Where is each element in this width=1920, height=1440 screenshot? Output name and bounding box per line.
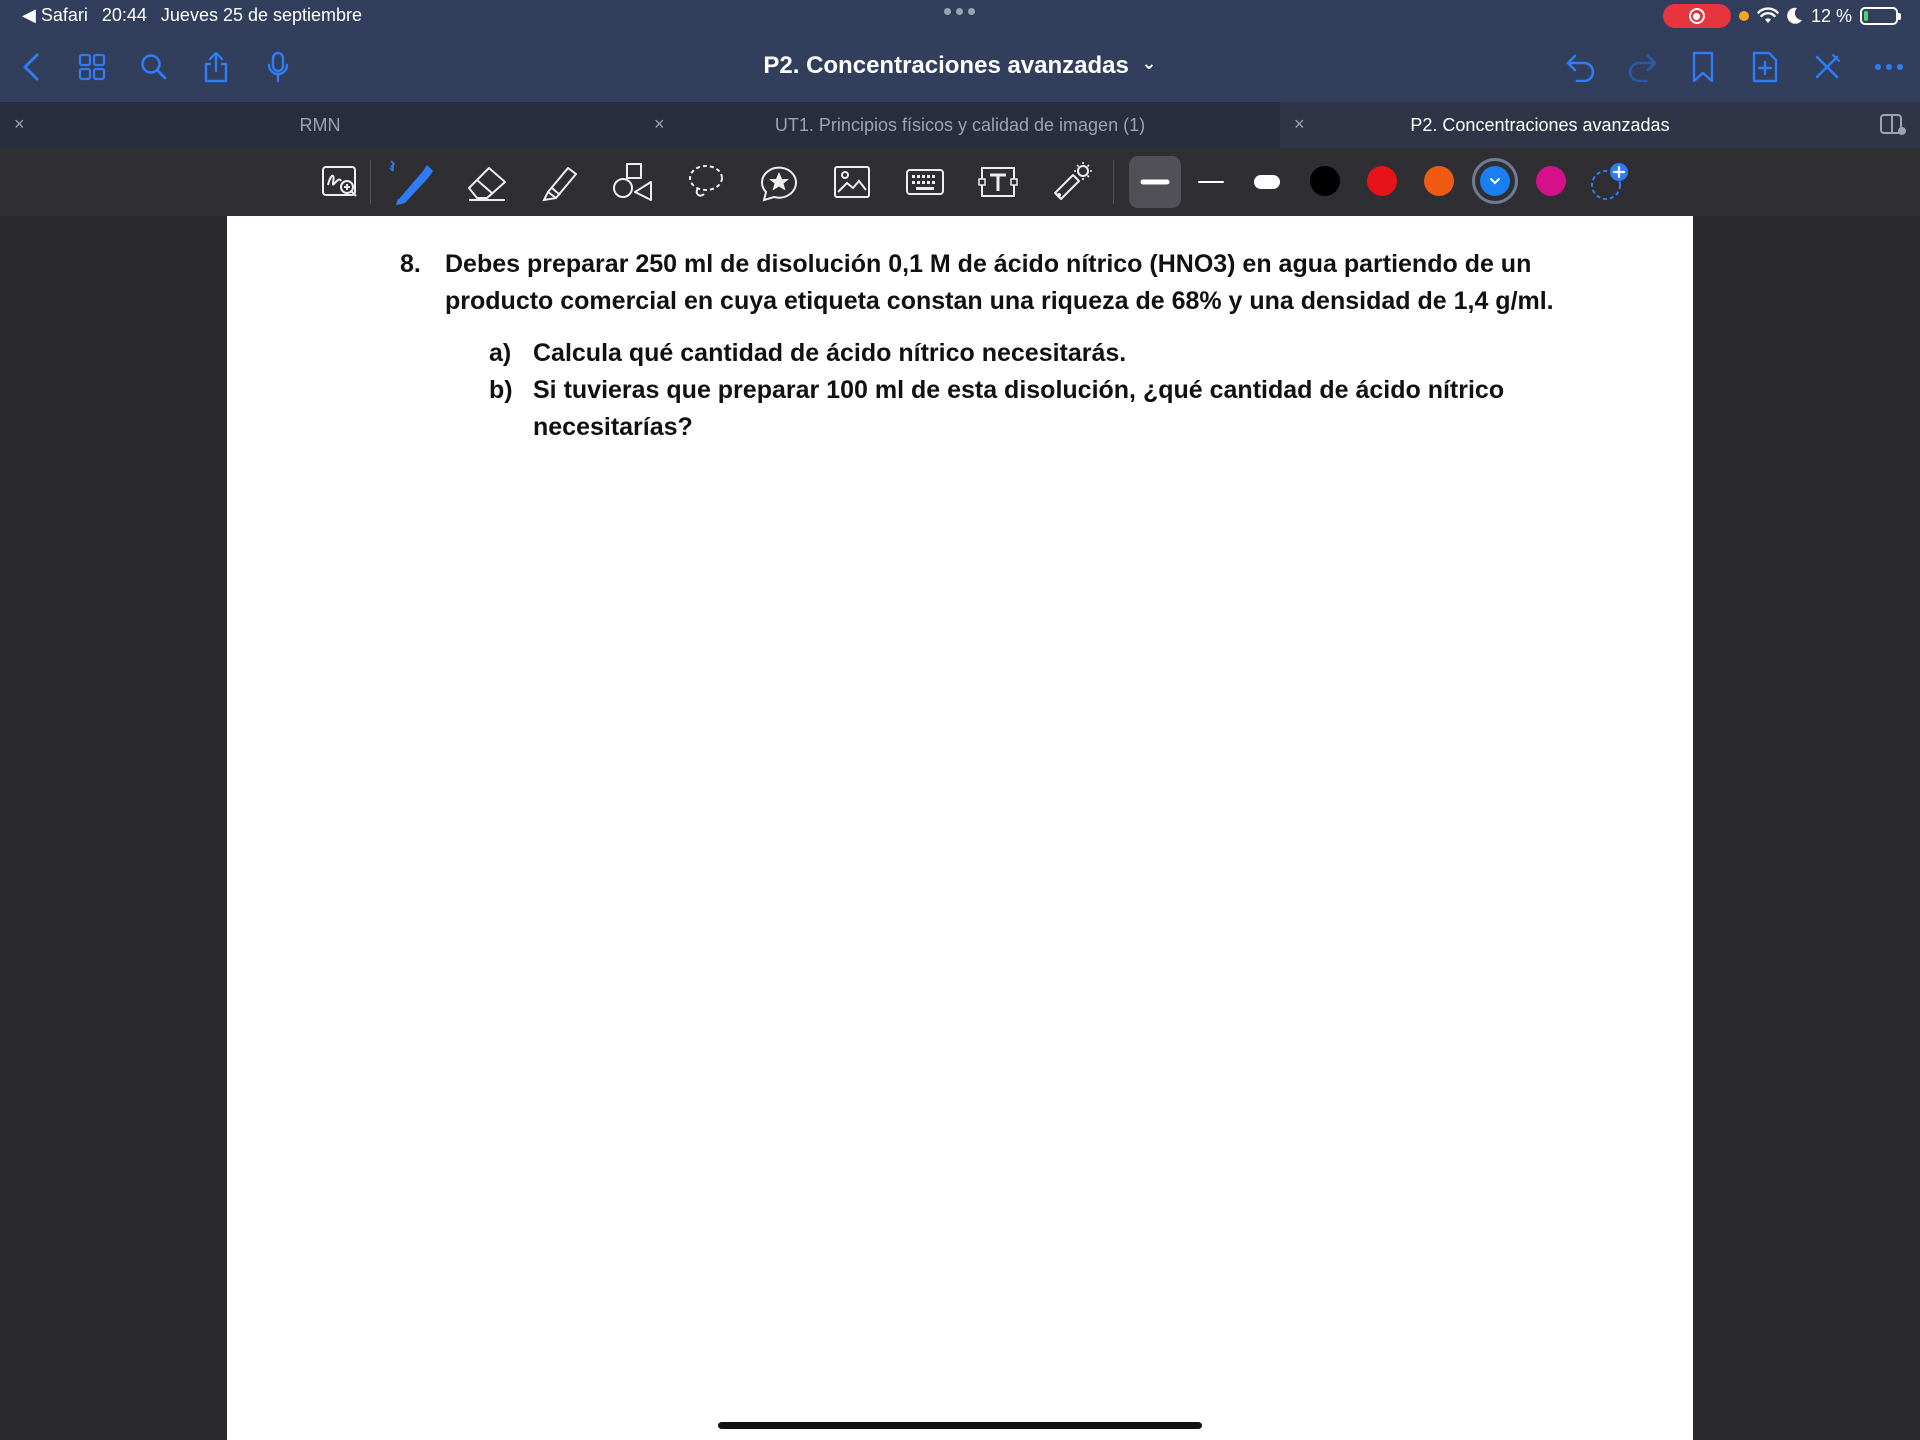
subquestion-b-marker: b): [489, 376, 513, 404]
moon-icon: [1787, 7, 1803, 25]
undo-icon[interactable]: [1562, 48, 1600, 86]
more-options-icon[interactable]: [1870, 48, 1908, 86]
document-nav-bar: [0, 32, 1920, 102]
battery-percent: 12 %: [1810, 5, 1852, 26]
toolbar-divider: [1113, 160, 1114, 204]
stroke-thin-button[interactable]: [1186, 158, 1236, 206]
tab-close-icon[interactable]: ×: [654, 114, 665, 134]
image-insert-icon[interactable]: [827, 158, 877, 206]
annotation-toolbar: [0, 148, 1920, 216]
pen-close-icon[interactable]: [1808, 48, 1846, 86]
mic-in-use-dot-icon: [1739, 11, 1749, 21]
tab-close-icon[interactable]: ×: [14, 114, 25, 134]
add-page-icon[interactable]: [1746, 48, 1784, 86]
pen-tool-icon[interactable]: [385, 158, 435, 206]
tab-label: RMN: [299, 115, 341, 135]
split-view-icon[interactable]: [1880, 114, 1906, 136]
subquestion-a-text: Calcula qué cantidad de ácido nítrico necesitarás.: [533, 339, 1127, 367]
redo-icon[interactable]: [1623, 48, 1661, 86]
document-title: P2. Concentraciones avanzadas: [763, 52, 1129, 79]
battery-icon: [1860, 7, 1898, 25]
color-swatch-black[interactable]: [1310, 166, 1340, 196]
chevron-down-icon: ⌄: [1141, 53, 1157, 73]
stroke-thick-selected-button[interactable]: [1129, 156, 1181, 208]
color-swatch-blue-selected[interactable]: [1480, 166, 1510, 196]
status-date: Jueves 25 de septiembre: [160, 5, 363, 25]
question-text-line-1: Debes preparar 250 ml de disolución 0,1 M de ácido nítrico (HNO3) en agua partiendo de un: [445, 250, 1532, 278]
wifi-icon: [1757, 7, 1779, 25]
home-indicator[interactable]: [718, 1422, 1202, 1429]
multitasking-dots-icon[interactable]: [944, 8, 975, 15]
subquestion-b-text-line-2: necesitarías?: [533, 413, 693, 441]
toolbar-divider: [370, 160, 371, 204]
zoom-window-icon[interactable]: [315, 158, 365, 206]
question-text-line-2: producto comercial en cuya etiqueta constan una riqueza de 68% y una densidad de 1,4 g/ml.: [445, 287, 1554, 315]
keyboard-icon[interactable]: [900, 158, 950, 206]
elements-sticker-icon[interactable]: [754, 158, 804, 206]
shapes-icon[interactable]: [608, 158, 658, 206]
chevron-down-icon: [1489, 177, 1501, 185]
subquestion-a-marker: a): [489, 339, 512, 367]
lasso-icon[interactable]: [681, 158, 731, 206]
stroke-round-button[interactable]: [1242, 158, 1292, 206]
tab-label: UT1. Principios físicos y calidad de imagen (1): [774, 115, 1146, 135]
color-swatch-magenta[interactable]: [1536, 166, 1566, 196]
screen-recording-indicator[interactable]: [1663, 4, 1731, 28]
tab-rmn[interactable]: [0, 102, 640, 148]
eraser-icon[interactable]: [462, 158, 512, 206]
status-bar: [0, 0, 1920, 32]
document-tabs: [0, 102, 1920, 148]
status-time: 20:44: [101, 5, 147, 25]
highlighter-icon[interactable]: [535, 158, 585, 206]
record-icon: [1689, 8, 1705, 24]
color-swatch-orange[interactable]: [1424, 166, 1454, 196]
laser-pointer-icon[interactable]: [1046, 158, 1096, 206]
tab-close-icon[interactable]: ×: [1294, 114, 1305, 134]
tab-p2-concentraciones[interactable]: [1280, 102, 1920, 148]
text-box-icon[interactable]: [973, 158, 1023, 206]
document-page[interactable]: [227, 216, 1693, 1440]
tab-ut1[interactable]: [640, 102, 1280, 148]
add-color-icon[interactable]: [1584, 158, 1634, 206]
back-to-app-link[interactable]: ◀ Safari: [22, 5, 88, 25]
color-swatch-red[interactable]: [1367, 166, 1397, 196]
question-number: 8.: [400, 250, 421, 278]
subquestion-b-text-line-1: Si tuvieras que preparar 100 ml de esta disolución, ¿qué cantidad de ácido nítrico: [533, 376, 1505, 404]
bookmark-icon[interactable]: [1684, 48, 1722, 86]
tab-label: P2. Concentraciones avanzadas: [1410, 115, 1670, 135]
